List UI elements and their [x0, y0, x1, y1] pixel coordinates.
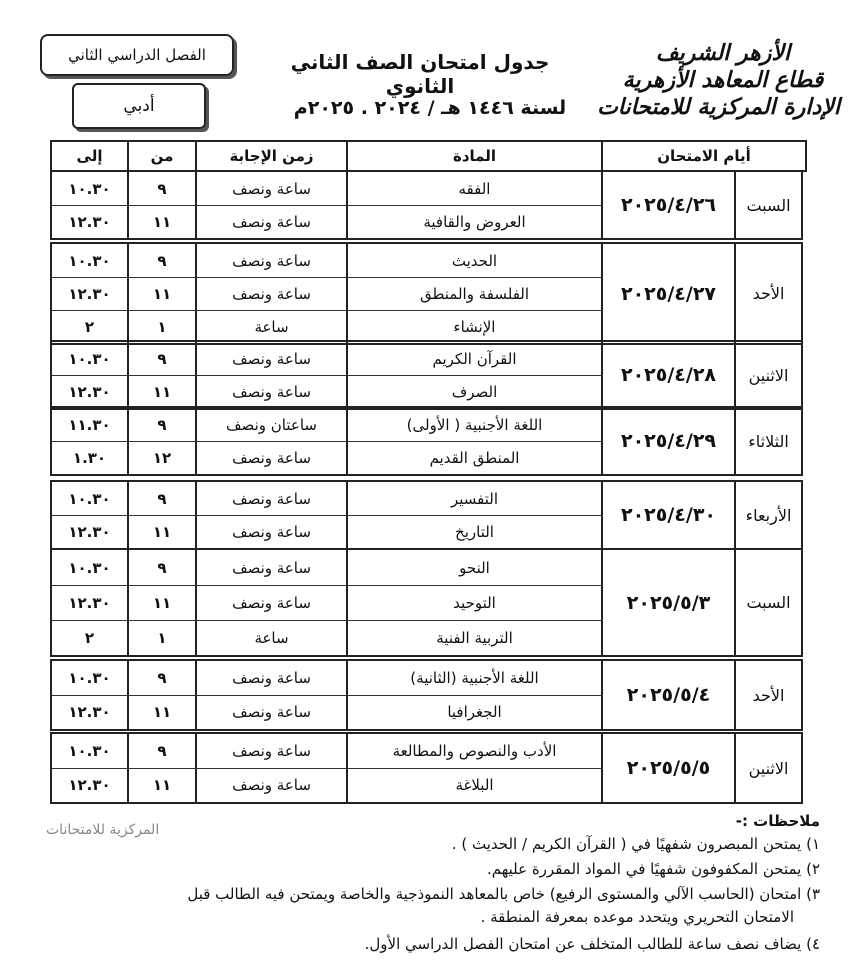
duration-cell: ساعة ونصف: [232, 448, 311, 467]
header-days: أيام الامتحان: [657, 147, 751, 165]
exam-date: ٢٠٢٥/٥/٥: [626, 757, 711, 779]
duration-cell: ساعة ونصف: [232, 251, 311, 270]
to-cell: ١٢.٣٠: [68, 703, 111, 721]
from-cell: ١: [157, 317, 167, 336]
day-name: الاثنين: [748, 758, 789, 778]
to-cell: ١٠.٣٠: [68, 669, 111, 687]
from-cell: ١١: [152, 382, 172, 401]
duration-cell: ساعة ونصف: [232, 382, 311, 401]
to-cell: ١.٣٠: [72, 448, 107, 467]
exam-date: ٢٠٢٥/٥/٤: [626, 684, 711, 706]
to-cell: ١٠.٣٠: [68, 742, 111, 760]
to-cell: ٢: [84, 628, 95, 647]
from-cell: ١١: [152, 593, 172, 612]
to-cell: ١٠.٣٠: [68, 179, 111, 198]
subject-cell: الفلسفة والمنطق: [419, 284, 530, 303]
to-cell: ١٢.٣٠: [68, 593, 111, 612]
to-cell: ١٢.٣٠: [68, 522, 111, 541]
subject-cell: التاريخ: [455, 522, 494, 541]
academic-year: لسنة ١٤٤٦ هـ / ٢٠٢٤ . ٢٠٢٥م: [293, 97, 567, 119]
duration-cell: ساعة ونصف: [232, 593, 311, 612]
from-cell: ١١: [152, 522, 172, 541]
from-cell: ٩: [157, 349, 167, 368]
day-block: [50, 548, 803, 657]
day-name: الأربعاء: [745, 505, 792, 525]
header-divider: [601, 142, 603, 170]
exam-date: ٢٠٢٥/٤/٣٠: [620, 504, 717, 526]
duration-cell: ساعة: [254, 317, 289, 336]
exam-date: ٢٠٢٥/٤/٢٦: [620, 194, 717, 216]
duration-cell: ساعة ونصف: [232, 669, 311, 687]
subject-cell: التفسير: [450, 489, 499, 508]
subject-cell: البلاغة: [455, 776, 494, 794]
from-cell: ٩: [157, 489, 167, 508]
to-cell: ١٢.٣٠: [68, 212, 111, 231]
to-cell: ١٠.٣٠: [68, 349, 111, 368]
from-cell: ١١: [152, 776, 172, 794]
to-cell: ١٢.٣٠: [68, 284, 111, 303]
to-cell: ١٢.٣٠: [68, 382, 111, 401]
from-cell: ١٢: [152, 448, 172, 467]
note-item: الامتحان التحريري ويتحدد موعده بمعرفة المنطقة .: [480, 908, 794, 926]
to-cell: ١١.٣٠: [68, 415, 111, 434]
day-name: السبت: [746, 593, 791, 612]
day-block: [50, 170, 803, 240]
note-item: ٢) يمتحن المكفوفون شفهيًا في المواد المقررة عليهم.: [486, 860, 820, 878]
subject-cell: الجغرافيا: [447, 703, 502, 721]
day-block: [50, 242, 803, 345]
exam-date: ٢٠٢٥/٥/٣: [626, 591, 711, 614]
duration-cell: ساعة ونصف: [232, 776, 311, 794]
page-title: جدول امتحان الصف الثاني الثانوي: [290, 50, 550, 98]
from-cell: ٩: [157, 415, 167, 434]
notes-title: ملاحظات :-: [735, 812, 820, 830]
from-cell: ١١: [152, 703, 172, 721]
subject-cell: الإنشاء: [453, 317, 496, 336]
duration-cell: ساعة ونصف: [232, 703, 311, 721]
day-block: [50, 406, 803, 476]
day-block: [50, 340, 803, 410]
duration-cell: ساعة: [254, 628, 289, 647]
semester-badge: الفصل الدراسي الثاني: [40, 34, 234, 76]
day-name: الاثنين: [748, 365, 789, 385]
header-subject: المادة: [453, 147, 497, 165]
subject-cell: التربية الفنية: [436, 628, 513, 647]
logo-line-3: الإدارة المركزية للامتحانات: [597, 94, 840, 120]
duration-cell: ساعة ونصف: [232, 522, 311, 541]
stamp-text: المركزية للامتحانات: [46, 822, 160, 838]
duration-cell: ساعتان ونصف: [226, 415, 317, 434]
table-header: [50, 140, 807, 172]
to-cell: ١٠.٣٠: [68, 489, 111, 508]
to-cell: ١٠.٣٠: [68, 251, 111, 270]
from-cell: ٩: [157, 742, 167, 760]
duration-cell: ساعة ونصف: [232, 742, 311, 760]
note-item: ٣) امتحان (الحاسب الآلي والمستوى الرفيع) خاص بالمعاهد النموذجية والخاصة ويمتحن فيه الطالب قبل: [187, 885, 820, 903]
to-cell: ٢: [84, 317, 95, 336]
subject-cell: العروض والقافية: [423, 212, 526, 231]
from-cell: ١: [157, 628, 167, 647]
duration-cell: ساعة ونصف: [232, 284, 311, 303]
track-badge: أدبي: [72, 83, 206, 129]
from-cell: ١١: [152, 284, 172, 303]
day-block: [50, 732, 803, 804]
from-cell: ٩: [157, 669, 167, 687]
exam-date: ٢٠٢٥/٤/٢٧: [620, 282, 717, 305]
logo-line-1: الأزهر الشريف: [655, 40, 791, 66]
day-name: الأحد: [752, 685, 785, 705]
day-block: [50, 659, 803, 731]
subject-cell: الحديث: [451, 251, 498, 270]
subject-cell: الأدب والنصوص والمطالعة: [392, 742, 557, 760]
day-name: الأحد: [752, 284, 785, 303]
header-divider: [346, 142, 348, 170]
subject-cell: الصرف: [451, 382, 498, 401]
duration-cell: ساعة ونصف: [232, 489, 311, 508]
from-cell: ٩: [157, 251, 167, 270]
exam-date: ٢٠٢٥/٤/٢٩: [620, 430, 717, 452]
duration-cell: ساعة ونصف: [232, 179, 311, 198]
subject-cell: النحو: [459, 558, 490, 577]
subject-cell: المنطق القديم: [429, 448, 520, 467]
day-block: [50, 480, 803, 550]
note-item: ٤) يضاف نصف ساعة للطالب المتخلف عن امتحان الفصل الدراسي الأول.: [364, 935, 820, 953]
subject-cell: اللغة الأجنبية ( الأولى): [406, 415, 543, 434]
header-to: إلى: [76, 147, 103, 165]
exam-date: ٢٠٢٥/٤/٢٨: [620, 364, 717, 386]
header-divider: [195, 142, 197, 170]
subject-cell: القرآن الكريم: [432, 349, 517, 368]
from-cell: ١١: [152, 212, 172, 231]
from-cell: ٩: [157, 558, 167, 577]
header-duration: زمن الإجابة: [229, 147, 314, 165]
header-from: من: [150, 147, 174, 165]
note-item: ١) يمتحن المبصرون شفهيًا في ( القرآن الكريم / الحديث ) .: [451, 835, 820, 853]
duration-cell: ساعة ونصف: [232, 212, 311, 231]
day-name: السبت: [746, 195, 791, 215]
azhar-logo: [597, 40, 840, 130]
to-cell: ١٢.٣٠: [68, 776, 111, 794]
from-cell: ٩: [157, 179, 167, 198]
subject-cell: اللغة الأجنبية (الثانية): [410, 669, 539, 687]
logo-line-2: قطاع المعاهد الأزهرية: [622, 67, 824, 93]
duration-cell: ساعة ونصف: [232, 349, 311, 368]
subject-cell: التوحيد: [453, 593, 496, 612]
duration-cell: ساعة ونصف: [232, 558, 311, 577]
to-cell: ١٠.٣٠: [68, 558, 111, 577]
subject-cell: الفقه: [458, 179, 491, 198]
header-divider: [127, 142, 129, 170]
day-name: الثلاثاء: [748, 431, 789, 451]
